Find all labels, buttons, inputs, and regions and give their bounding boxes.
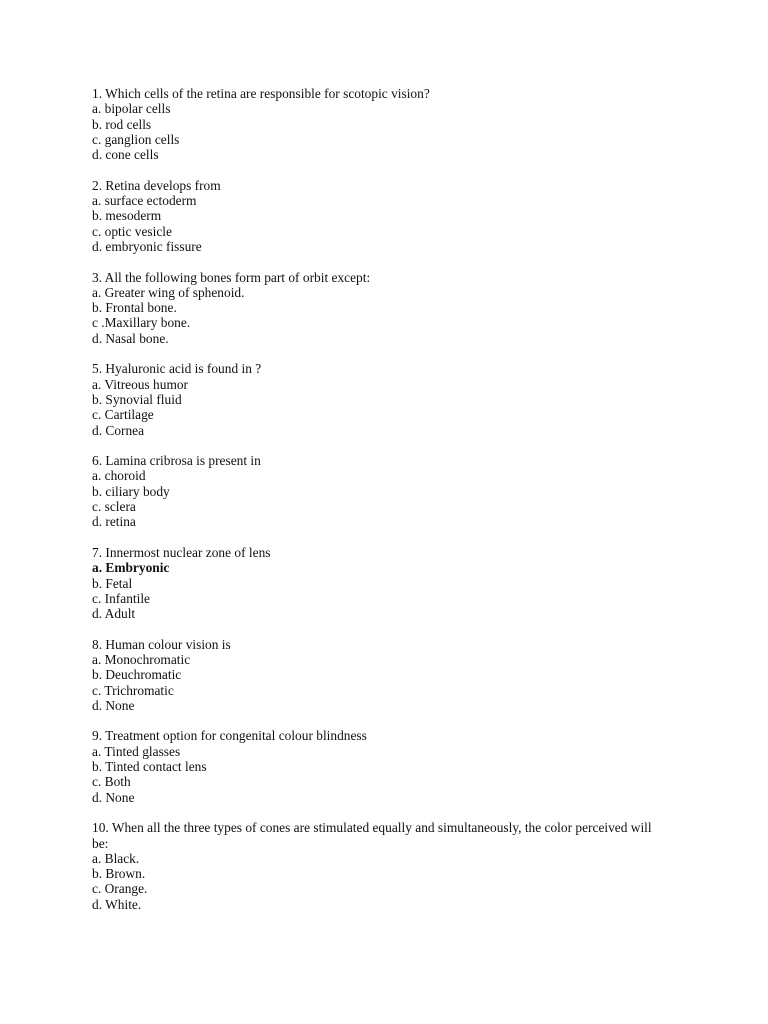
document-page [92, 86, 652, 927]
answer-option: b. mesoderm [92, 208, 162, 224]
highlighted-answer-option: a. Embryonic [92, 560, 170, 576]
answer-option: a. Vitreous humor [92, 376, 189, 392]
question-stem: 9. Treatment option for congenital colour blindness [92, 728, 367, 744]
answer-option: b. rod cells [92, 116, 152, 132]
question-8 [92, 637, 652, 713]
question-9 [92, 728, 652, 804]
answer-option: c. sclera [92, 499, 136, 515]
question-2 [92, 178, 652, 254]
answer-option: b. ciliary body [92, 483, 170, 499]
answer-option: a. bipolar cells [92, 101, 171, 117]
question-stem: 7. Innermost nuclear zone of lens [92, 544, 271, 560]
answer-option: d. Cornea [92, 422, 145, 438]
answer-option: d. None [92, 789, 135, 805]
question-stem: 6. Lamina cribrosa is present in [92, 453, 261, 469]
answer-option: c. Trichromatic [92, 682, 174, 698]
question-5 [92, 361, 652, 437]
answer-option: b. Fetal [92, 575, 133, 591]
answer-option: b. Brown. [92, 866, 146, 882]
answer-option: a. Greater wing of sphenoid. [92, 284, 245, 300]
question-stem: 5. Hyaluronic acid is found in ? [92, 361, 262, 377]
question-stem: 10. When all the three types of cones are stimulated equally and simultaneously, the color perceived will be: [92, 820, 652, 851]
answer-option: d. Nasal bone. [92, 330, 169, 346]
answer-option: d. Adult [92, 606, 136, 622]
answer-option: b. Tinted contact lens [92, 759, 207, 775]
answer-option: a. Black. [92, 850, 140, 866]
answer-option: b. Synovial fluid [92, 391, 182, 407]
answer-option: c .Maxillary bone. [92, 315, 191, 331]
answer-option: d. embryonic fissure [92, 238, 202, 254]
answer-option: a. Tinted glasses [92, 743, 181, 759]
question-7 [92, 545, 652, 621]
question-6 [92, 453, 652, 529]
answer-option: c. Orange. [92, 881, 148, 897]
answer-option: d. retina [92, 514, 136, 530]
answer-option: a. surface ectoderm [92, 193, 197, 209]
answer-option: b. Deuchromatic [92, 667, 182, 683]
question-1 [92, 86, 652, 162]
answer-option: c. optic vesicle [92, 223, 172, 239]
question-stem: 1. Which cells of the retina are responsible for scotopic vision? [92, 86, 430, 101]
answer-option: c. Cartilage [92, 407, 154, 423]
answer-option: a. choroid [92, 468, 146, 484]
answer-option: c. ganglion cells [92, 131, 180, 147]
answer-option: d. White. [92, 896, 142, 912]
answer-option: c. Both [92, 774, 131, 790]
question-3 [92, 270, 652, 346]
question-stem: 3. All the following bones form part of orbit except: [92, 269, 371, 285]
answer-option: a. Monochromatic [92, 651, 191, 667]
answer-option: d. None [92, 697, 135, 713]
answer-option: c. Infantile [92, 590, 150, 606]
question-10 [92, 820, 652, 912]
question-stem: 2. Retina develops from [92, 177, 221, 193]
question-stem: 8. Human colour vision is [92, 636, 231, 652]
answer-option: d. cone cells [92, 147, 159, 163]
answer-option: b. Frontal bone. [92, 300, 177, 316]
